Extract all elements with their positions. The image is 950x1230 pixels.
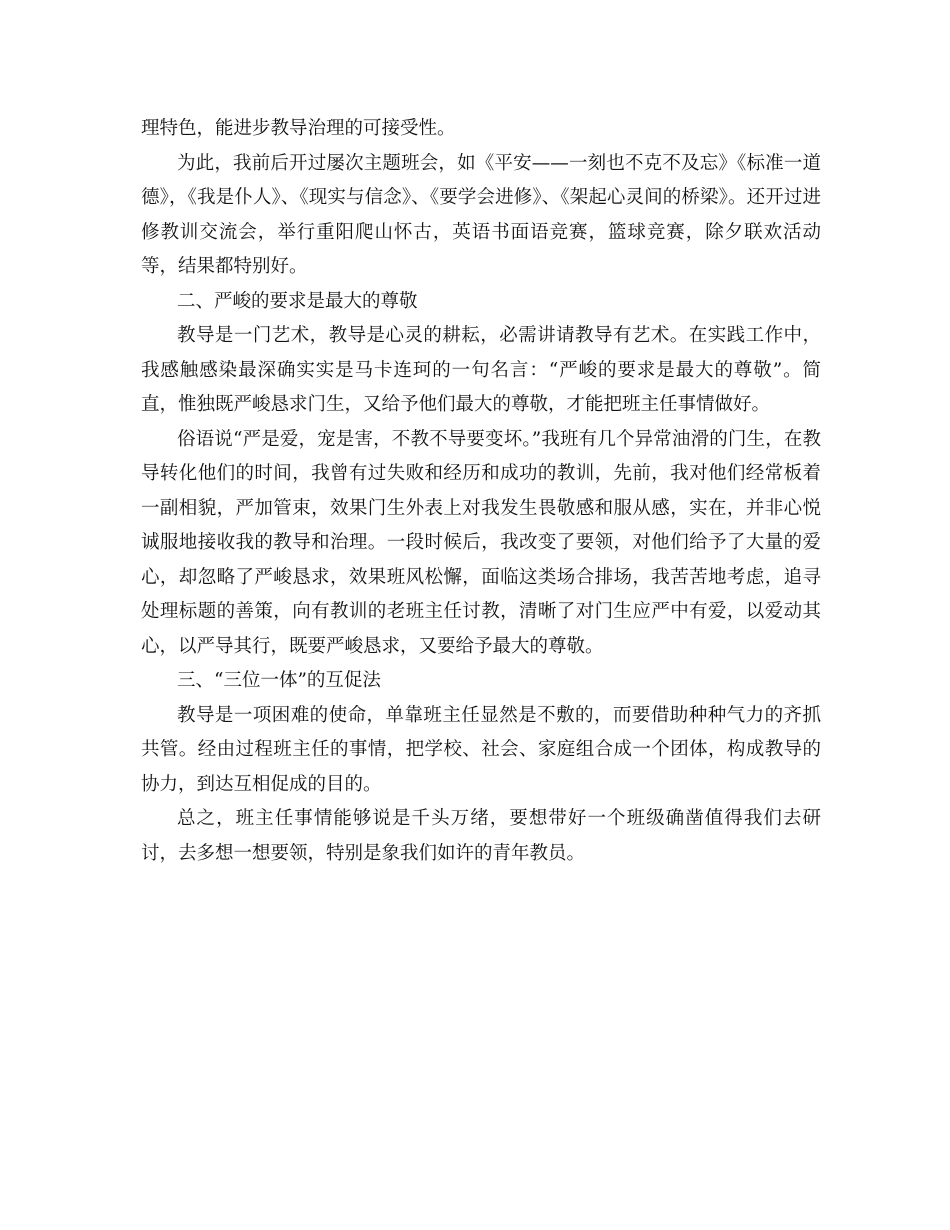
section-heading-2: 二、严峻的要求是最大的尊敬: [177, 290, 418, 312]
paragraph-art-of-education: 教导是一门艺术，教导是心灵的耕耘，必需讲请教导有艺术。在实践工作中，我感触感染最深确实实是马卡连珂的一句名言：“严峻的要求是最大的尊敬”。简直，惟独既严峻恳求门生，又给予他们最大的尊敬，才能把班主任事情做好。: [141, 325, 821, 415]
section-heading-3: 三、“三位一体”的互促法: [177, 670, 381, 691]
paragraph-theme-meetings: 为此，我前后开过屡次主题班会，如《平安——一刻也不克不及忘》《标准一道德》，《我是仆人》、《现实与信念》、《要学会进修》、《架起心灵间的桥梁》。还开过进修教训交流会，举行重阳爬山怀古，英语书面语竞赛，篮球竞赛，除夕联欢活动等，结果都特别好。: [141, 152, 821, 277]
paragraph-three-in-one: 教导是一项困难的使命，单靠班主任显然是不敷的，而要借助种种气力的齐抓共管。经由过程班主任的事情，把学校、社会、家庭组合成一个团体，构成教导的协力，到达互相促成的目的。: [141, 704, 821, 795]
paragraph-strict-and-love: 俗语说“严是爱，宠是害，不教不导要变坏。”我班有几个异常油滑的门生，在教导转化他们的时间，我曾有过失败和经历和成功的教训，先前，我对他们经常板着一副相貌，严加管束，效果门生外表上对我发生畏敬感和服从感，实在，并非心悦诚服地接收我的教导和治理。一段时候后，我改变了要领，对他们给予了大量的爱心，却忽略了严峻恳求，效果班风松懈，面临这类场合排场，我苦苦地考虑，追寻处理标题的善策，向有教训的老班主任讨教，清晰了对门生应严中有爱，以爱动其心，以严导其行，既要严峻恳求，又要给予最大的尊敬。: [141, 428, 821, 657]
paragraph-continuation: 理特色，能进步教导治理的可接受性。: [141, 118, 456, 139]
paragraph-conclusion: 总之，班主任事情能够说是千头万绪，要想带好一个班级确凿值得我们去研讨，去多想一想要领，特别是象我们如许的青年教员。: [141, 808, 821, 864]
document-body: [141, 112, 821, 871]
